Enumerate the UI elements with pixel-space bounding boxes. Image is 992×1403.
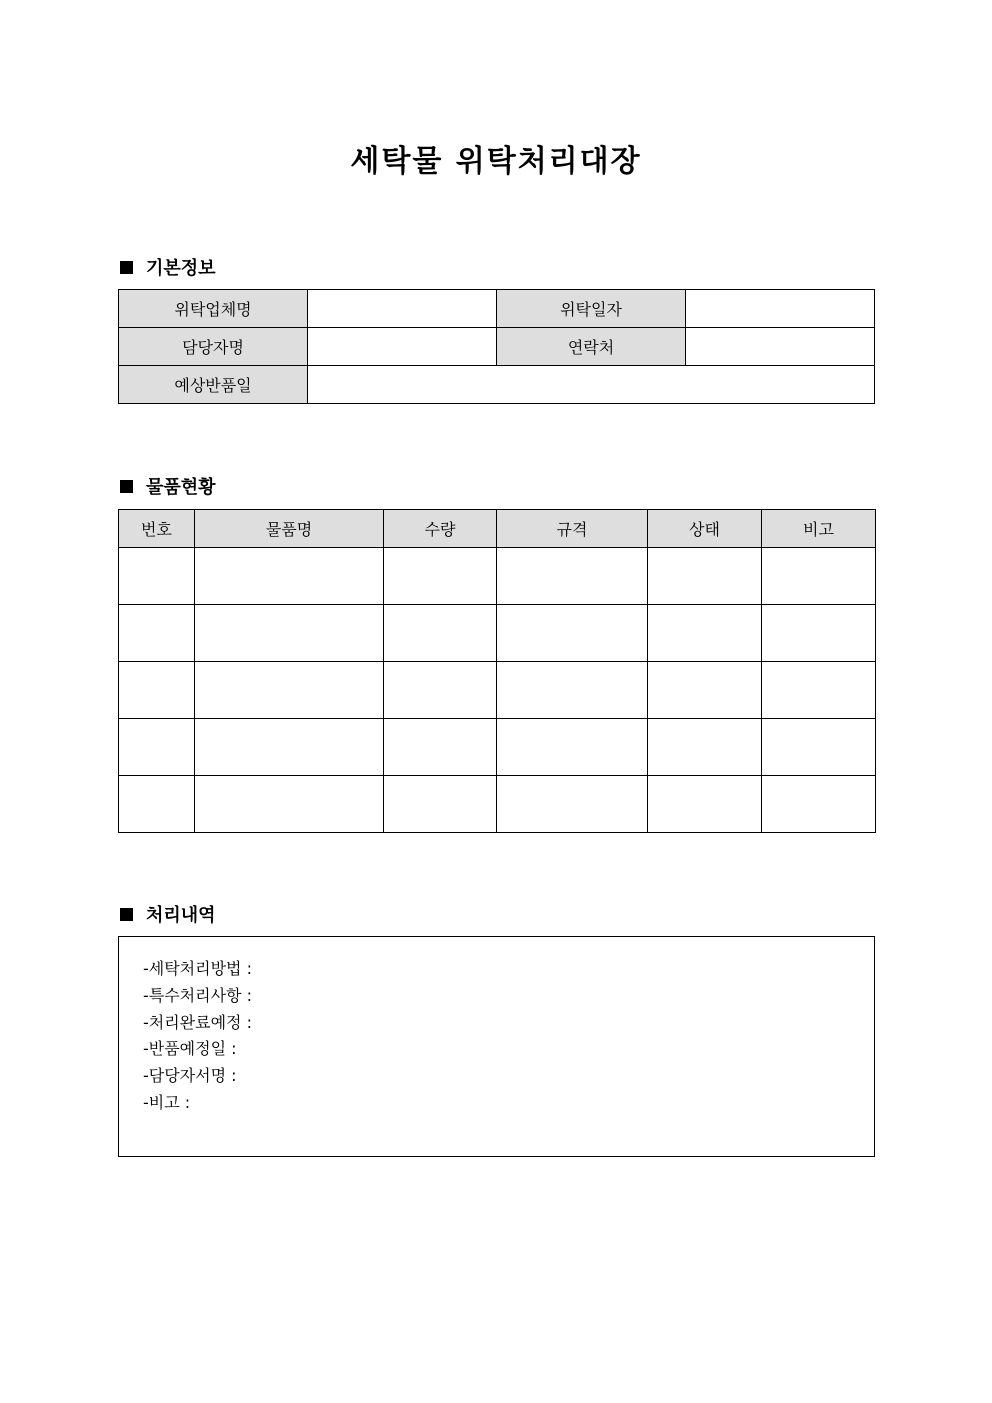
- column-header-status: 상태: [648, 510, 762, 548]
- table-cell[interactable]: [648, 605, 762, 662]
- table-cell[interactable]: [497, 662, 648, 719]
- list-item: -비고 :: [143, 1092, 191, 1112]
- list-item: -처리완료예정 :: [143, 1012, 252, 1032]
- basic-info-table: [118, 289, 875, 404]
- table-cell[interactable]: [384, 719, 497, 776]
- contact-label: 연락처: [497, 328, 686, 366]
- table-cell[interactable]: [497, 719, 648, 776]
- column-header-quantity: 수량: [384, 510, 497, 548]
- table-cell[interactable]: [762, 548, 876, 605]
- section-heading-process: [120, 901, 216, 927]
- table-cell[interactable]: [119, 662, 195, 719]
- vendor-label: 위탁업체명: [119, 290, 308, 328]
- expected-return-label: 예상반품일: [119, 366, 308, 404]
- contact-field[interactable]: [686, 328, 875, 366]
- table-cell[interactable]: [195, 776, 384, 833]
- table-cell[interactable]: [384, 605, 497, 662]
- table-row: [119, 366, 875, 404]
- section-heading-items: [120, 473, 216, 499]
- table-cell[interactable]: [384, 662, 497, 719]
- table-cell[interactable]: [119, 776, 195, 833]
- column-header-remarks: 비고: [762, 510, 876, 548]
- consign-date-field[interactable]: [686, 290, 875, 328]
- square-bullet-icon: [120, 908, 133, 921]
- list-item: -특수처리사항 :: [143, 985, 252, 1005]
- table-cell[interactable]: [195, 719, 384, 776]
- table-row: [119, 776, 876, 833]
- items-table: [118, 509, 876, 833]
- document-title: 세탁물 위탁처리대장: [350, 144, 642, 179]
- square-bullet-icon: [120, 480, 133, 493]
- table-row: [119, 605, 876, 662]
- table-cell[interactable]: [384, 776, 497, 833]
- table-cell[interactable]: [119, 605, 195, 662]
- table-cell[interactable]: [195, 662, 384, 719]
- section-heading-label: 물품현황: [146, 477, 216, 498]
- table-row: [119, 328, 875, 366]
- square-bullet-icon: [120, 261, 133, 274]
- list-item: -반품예정일 :: [143, 1039, 237, 1059]
- process-details-list: [119, 937, 874, 1117]
- column-header-spec: 규격: [497, 510, 648, 548]
- vendor-field[interactable]: [308, 290, 497, 328]
- table-row: [119, 719, 876, 776]
- column-header-item-name: 물품명: [195, 510, 384, 548]
- process-details-box[interactable]: [118, 936, 875, 1157]
- table-row: [119, 548, 876, 605]
- manager-label: 담당자명: [119, 328, 308, 366]
- table-cell[interactable]: [497, 548, 648, 605]
- table-cell[interactable]: [648, 776, 762, 833]
- table-cell[interactable]: [762, 776, 876, 833]
- manager-field[interactable]: [308, 328, 497, 366]
- section-heading-label: 기본정보: [146, 258, 216, 279]
- table-cell[interactable]: [195, 548, 384, 605]
- table-row: [119, 290, 875, 328]
- table-cell[interactable]: [119, 719, 195, 776]
- expected-return-field[interactable]: [308, 366, 875, 404]
- table-cell[interactable]: [762, 605, 876, 662]
- consign-date-label: 위탁일자: [497, 290, 686, 328]
- table-header-row: [119, 510, 876, 548]
- table-cell[interactable]: [497, 776, 648, 833]
- section-heading-basic: [120, 254, 216, 280]
- table-cell[interactable]: [497, 605, 648, 662]
- table-cell[interactable]: [762, 719, 876, 776]
- table-cell[interactable]: [648, 719, 762, 776]
- table-row: [119, 662, 876, 719]
- list-item: -담당자서명 :: [143, 1066, 237, 1086]
- table-cell[interactable]: [648, 662, 762, 719]
- list-item: -세탁처리방법 :: [143, 959, 252, 978]
- table-cell[interactable]: [384, 548, 497, 605]
- table-cell[interactable]: [648, 548, 762, 605]
- section-heading-label: 처리내역: [146, 905, 216, 926]
- table-cell[interactable]: [119, 548, 195, 605]
- column-header-number: 번호: [119, 510, 195, 548]
- table-cell[interactable]: [195, 605, 384, 662]
- table-cell[interactable]: [762, 662, 876, 719]
